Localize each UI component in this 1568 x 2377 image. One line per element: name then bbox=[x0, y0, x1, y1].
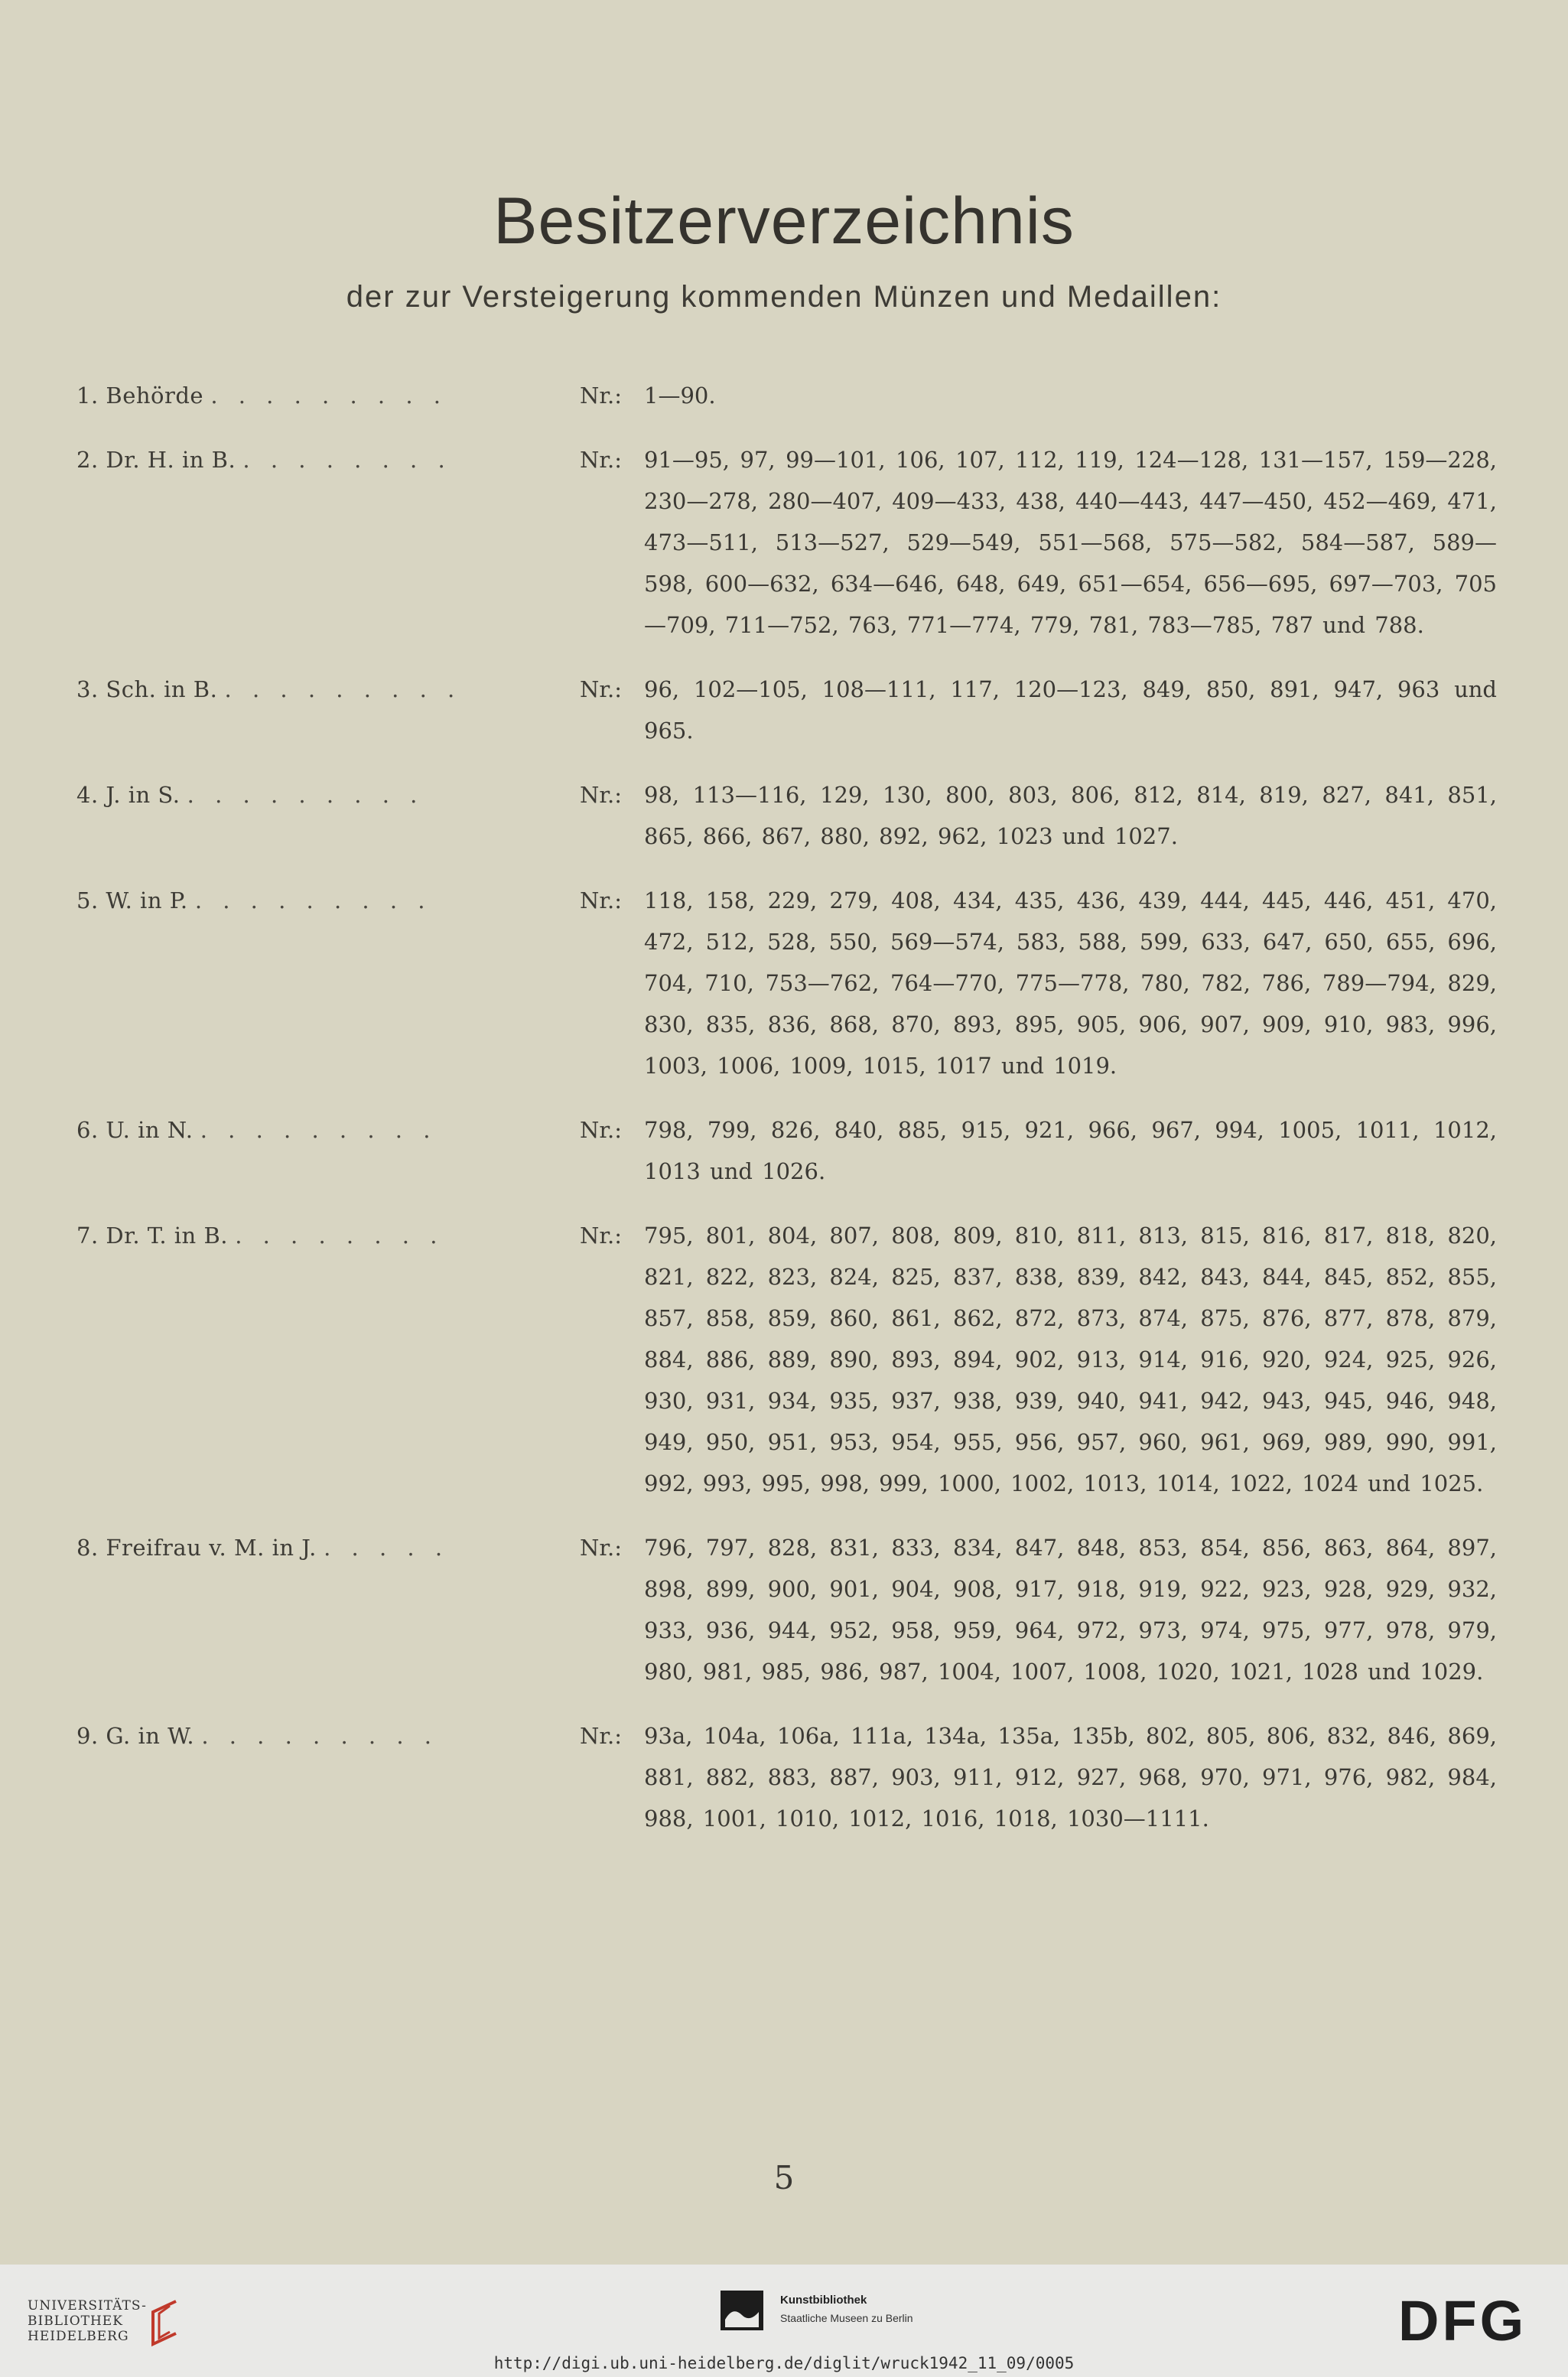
viewer-footer bbox=[0, 2265, 1568, 2377]
owner-entry bbox=[0, 439, 1568, 646]
kunstbibliothek-logo[interactable] bbox=[719, 2284, 964, 2338]
page-title: Besitzerverzeichnis bbox=[493, 184, 1075, 258]
leader-dots: . . . . . . . . . bbox=[210, 383, 448, 409]
leader-dots: . . . . . . . . . bbox=[187, 782, 425, 808]
owner-name: 2. Dr. H. in B. bbox=[76, 447, 236, 473]
page-url[interactable]: http://digi.ub.uni-heidelberg.de/diglit/wruck1942_11_09/0005 bbox=[493, 2354, 1075, 2372]
owner-name: 8. Freifrau v. M. in J. bbox=[76, 1535, 317, 1561]
leader-dots: . . . . . . . . . bbox=[194, 887, 432, 913]
library-line: BIBLIOTHEK bbox=[28, 2314, 123, 2329]
library-line: UNIVERSITÄTS- bbox=[28, 2298, 147, 2314]
leader-dots: . . . . . bbox=[324, 1535, 450, 1561]
page-subtitle: der zur Versteigerung kommenden Münzen und Medaillen: bbox=[346, 280, 1222, 314]
owner-entry bbox=[0, 774, 1568, 857]
nr-label: Nr.: bbox=[580, 447, 623, 473]
leader-dots: . . . . . . . . . bbox=[201, 1723, 439, 1749]
nr-label: Nr.: bbox=[580, 782, 623, 808]
library-line: HEIDELBERG bbox=[28, 2329, 129, 2344]
lot-numbers: 98, 113—116, 129, 130, 800, 803, 806, 812, 814, 819, 827, 841, 851, 865, 866, 867, 880, 892, 962, 1023 und 1027. bbox=[644, 782, 1497, 849]
nr-label: Nr.: bbox=[580, 1535, 623, 1561]
lot-numbers: 118, 158, 229, 279, 408, 434, 435, 436, 439, 444, 445, 446, 451, 470, 472, 512, 528, 550, 569—574, 583, 588, 599, 633, 647, 650, 655, 696, 704, 710, 753—762, 764—770, 775—778, 780, 782, 786, 789—794, 829, 830, 835, 836, 868, 870, 893, 895, 905, 906, 907, 909, 910, 983, 996, 1003, 1006, 1009, 1015, 1017 und 1019. bbox=[644, 887, 1497, 1079]
leader-dots: . . . . . . . . . bbox=[200, 1117, 438, 1143]
lot-numbers: 1—90. bbox=[644, 383, 716, 409]
owner-name: 5. W. in P. bbox=[76, 887, 188, 913]
lot-numbers: 795, 801, 804, 807, 808, 809, 810, 811, 813, 815, 816, 817, 818, 820, 821, 822, 823, 824, 825, 837, 838, 839, 842, 843, 844, 845, 852, 855, 857, 858, 859, 860, 861, 862, 872, 873, 874, 875, 876, 877, 878, 879, 884, 886, 889, 890, 893, 894, 902, 913, 914, 916, 920, 924, 925, 926, 930, 931, 934, 935, 937, 938, 939, 940, 941, 942, 943, 945, 946, 948, 949, 950, 951, 953, 954, 955, 956, 957, 960, 961, 969, 989, 990, 991, 992, 993, 995, 998, 999, 1000, 1002, 1013, 1014, 1022, 1024 und 1025. bbox=[644, 1223, 1497, 1496]
lot-numbers: 796, 797, 828, 831, 833, 834, 847, 848, 853, 854, 856, 863, 864, 897, 898, 899, 900, 901, 904, 908, 917, 918, 919, 922, 923, 928, 929, 932, 933, 936, 944, 952, 958, 959, 964, 972, 973, 974, 975, 977, 978, 979, 980, 981, 985, 986, 987, 1004, 1007, 1008, 1020, 1021, 1028 und 1029. bbox=[644, 1535, 1497, 1685]
owner-entry bbox=[0, 880, 1568, 1086]
leader-dots: . . . . . . . . bbox=[235, 1223, 444, 1249]
lot-numbers: 91—95, 97, 99—101, 106, 107, 112, 119, 124—128, 131—157, 159—228, 230—278, 280—407, 409—433, 438, 440—443, 447—450, 452—469, 471, 473—511, 513—527, 529—549, 551—568, 575—582, 584—587, 589—598, 600—632, 634—646, 648, 649, 651—654, 656—695, 697—703, 705—709, 711—752, 763, 771—774, 779, 781, 783—785, 787 und 788. bbox=[644, 447, 1497, 638]
owner-name: 7. Dr. T. in B. bbox=[76, 1223, 228, 1249]
owner-entry bbox=[0, 1715, 1568, 1839]
museum-emblem-icon bbox=[719, 2289, 765, 2332]
page-number: 5 bbox=[773, 2159, 795, 2196]
nr-label: Nr.: bbox=[580, 887, 623, 913]
kb-subtitle: Staatliche Museen zu Berlin bbox=[780, 2312, 913, 2324]
lot-numbers: 798, 799, 826, 840, 885, 915, 921, 966, 967, 994, 1005, 1011, 1012, 1013 und 1026. bbox=[644, 1117, 1497, 1184]
owner-list bbox=[0, 375, 1568, 1862]
kb-name: Kunstbibliothek bbox=[780, 2294, 867, 2307]
owner-entry bbox=[0, 1527, 1568, 1692]
owner-entry bbox=[0, 375, 1568, 416]
owner-name: 6. U. in N. bbox=[76, 1117, 194, 1143]
lot-numbers: 93a, 104a, 106a, 111a, 134a, 135a, 135b, 802, 805, 806, 832, 846, 869, 881, 882, 883, 887, 903, 911, 912, 927, 968, 970, 971, 976, 982, 984, 988, 1001, 1010, 1012, 1016, 1018, 1030—1111. bbox=[644, 1723, 1497, 1832]
nr-label: Nr.: bbox=[580, 1223, 623, 1249]
owner-name: 1. Behörde bbox=[76, 383, 204, 409]
leader-dots: . . . . . . . . . bbox=[224, 676, 462, 702]
lot-numbers: 96, 102—105, 108—111, 117, 120—123, 849, 850, 891, 947, 963 und 965. bbox=[644, 676, 1497, 744]
owner-name: 9. G. in W. bbox=[76, 1723, 195, 1749]
owner-entry bbox=[0, 1215, 1568, 1504]
nr-label: Nr.: bbox=[580, 1723, 623, 1749]
dfg-logo[interactable]: DFG bbox=[1398, 2289, 1527, 2353]
owner-name: 3. Sch. in B. bbox=[76, 676, 218, 702]
leader-dots: . . . . . . . . bbox=[242, 447, 452, 473]
nr-label: Nr.: bbox=[580, 383, 623, 409]
owner-entry bbox=[0, 669, 1568, 751]
owner-name: 4. J. in S. bbox=[76, 782, 181, 808]
nr-label: Nr.: bbox=[580, 676, 623, 702]
nr-label: Nr.: bbox=[580, 1117, 623, 1143]
university-library-logo[interactable] bbox=[28, 2298, 181, 2352]
library-emblem-icon bbox=[142, 2298, 181, 2349]
owner-entry bbox=[0, 1109, 1568, 1192]
